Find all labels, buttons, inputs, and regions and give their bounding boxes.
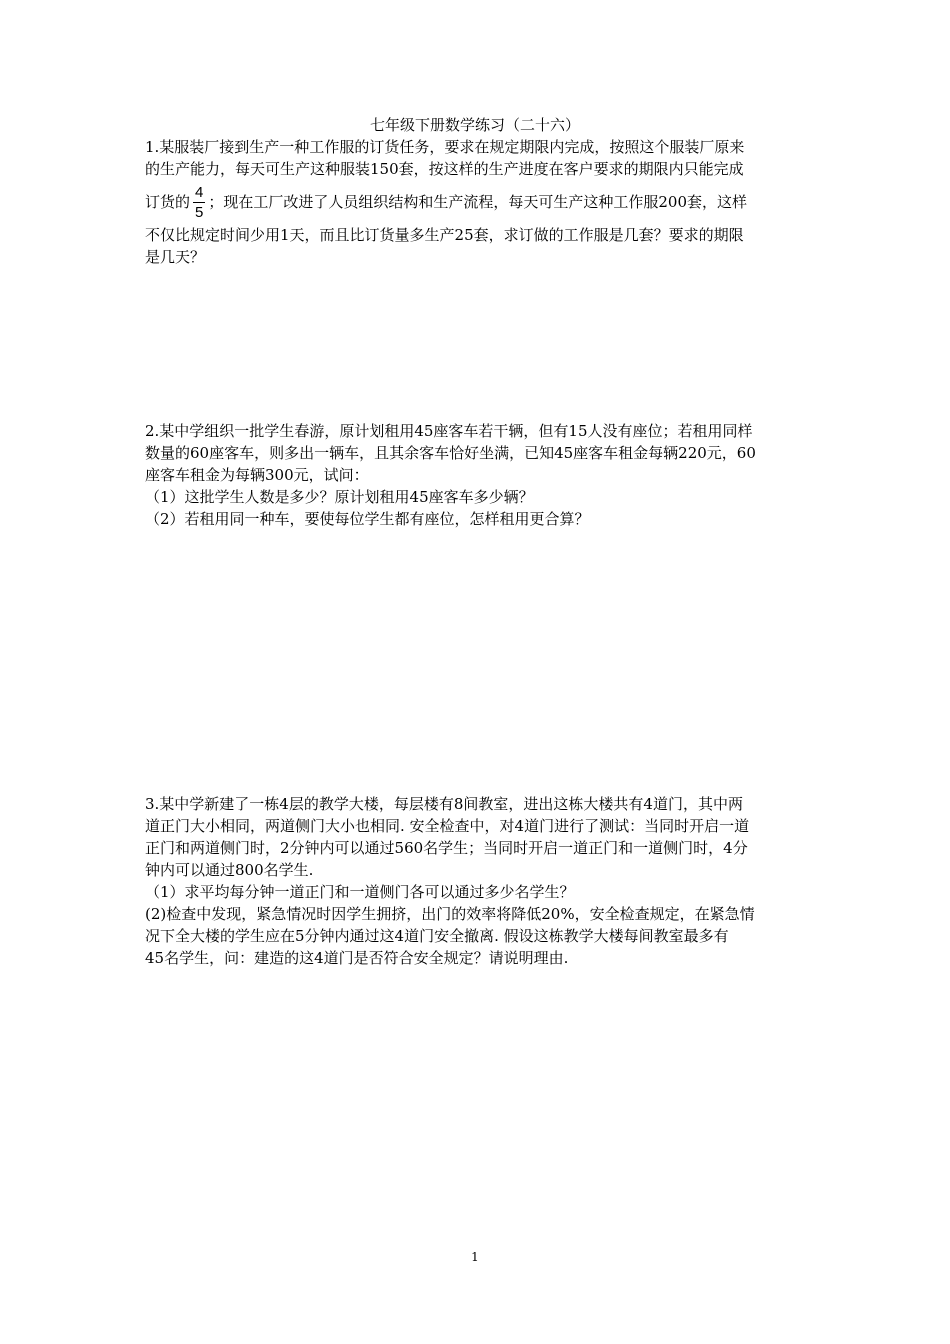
page-title: 七年级下册数学练习（二十六） bbox=[369, 116, 580, 134]
fraction-suffix: ；现在工厂改进了人员组织结构和生产流程，每天可生产这种工作服200套，这样 bbox=[208, 193, 747, 211]
problem-3-question-2-line-1: (2)检查中发现，紧急情况时因学生拥挤，出门的效率将降低20%，安全检查规定，在紧急情 bbox=[145, 905, 755, 923]
problem-2-question-2: （2）若租用同一种车，要使每位学生都有座位，怎样租用更合算？ bbox=[145, 510, 590, 528]
problem-3 bbox=[145, 793, 810, 969]
problem-3-question-2-line-2: 况下全大楼的学生应在5分钟内通过这4道门安全撤离. 假设这栋教学大楼每间教室最多有 bbox=[145, 927, 729, 945]
problem-1-fraction-line bbox=[145, 180, 810, 224]
problem-1 bbox=[145, 136, 810, 268]
problem-1-line-1: 1.某服装厂接到生产一种工作服的订货任务，要求在规定期限内完成，按照这个服装厂原来 bbox=[145, 138, 745, 156]
problem-1-line-5: 是几天？ bbox=[145, 248, 206, 266]
problem-3-line-1: 3.某中学新建了一栋4层的教学大楼，每层楼有8间教室，进出这栋大楼共有4道门，其中两 bbox=[145, 795, 743, 813]
problem-2-line-3: 座客车租金为每辆300元，试问： bbox=[145, 466, 369, 484]
fraction-four-fifths bbox=[193, 184, 205, 221]
problem-3-line-2: 道正门大小相同，两道侧门大小也相同. 安全检查中，对4道门进行了测试：当同时开启一道 bbox=[145, 817, 750, 835]
problem-1-line-2: 的生产能力，每天可生产这种服装150套，按这样的生产进度在客户要求的期限内只能完成 bbox=[145, 160, 744, 178]
problem-1-line-4: 不仅比规定时间少用1天，而且比订货量多生产25套，求订做的工作服是几套？要求的期限 bbox=[145, 226, 744, 244]
problem-3-line-4: 钟内可以通过800名学生. bbox=[145, 861, 314, 879]
problem-2-line-2: 数量的60座客车，则多出一辆车，且其余客车恰好坐满，已知45座客车租金每辆220元，60 bbox=[145, 444, 756, 462]
fraction-numerator: 4 bbox=[195, 183, 204, 201]
problem-3-line-3: 正门和两道侧门时，2分钟内可以通过560名学生；当同时开启一道正门和一道侧门时，4分 bbox=[145, 839, 748, 857]
fraction-prefix: 订货的 bbox=[145, 193, 191, 211]
problem-2-question-1: （1）这批学生人数是多少？原计划租用45座客车多少辆？ bbox=[145, 488, 534, 506]
problem-3-question-1: （1）求平均每分钟一道正门和一道侧门各可以通过多少名学生？ bbox=[145, 883, 575, 901]
fraction-denominator: 5 bbox=[195, 203, 204, 221]
page-number: 1 bbox=[471, 1250, 479, 1264]
problem-3-question-2-line-3: 45名学生，问：建造的这4道门是否符合安全规定？请说明理由. bbox=[145, 949, 569, 967]
problem-2-line-1: 2.某中学组织一批学生春游，原计划租用45座客车若干辆，但有15人没有座位；若租用同样 bbox=[145, 422, 753, 440]
problem-2 bbox=[145, 420, 810, 530]
